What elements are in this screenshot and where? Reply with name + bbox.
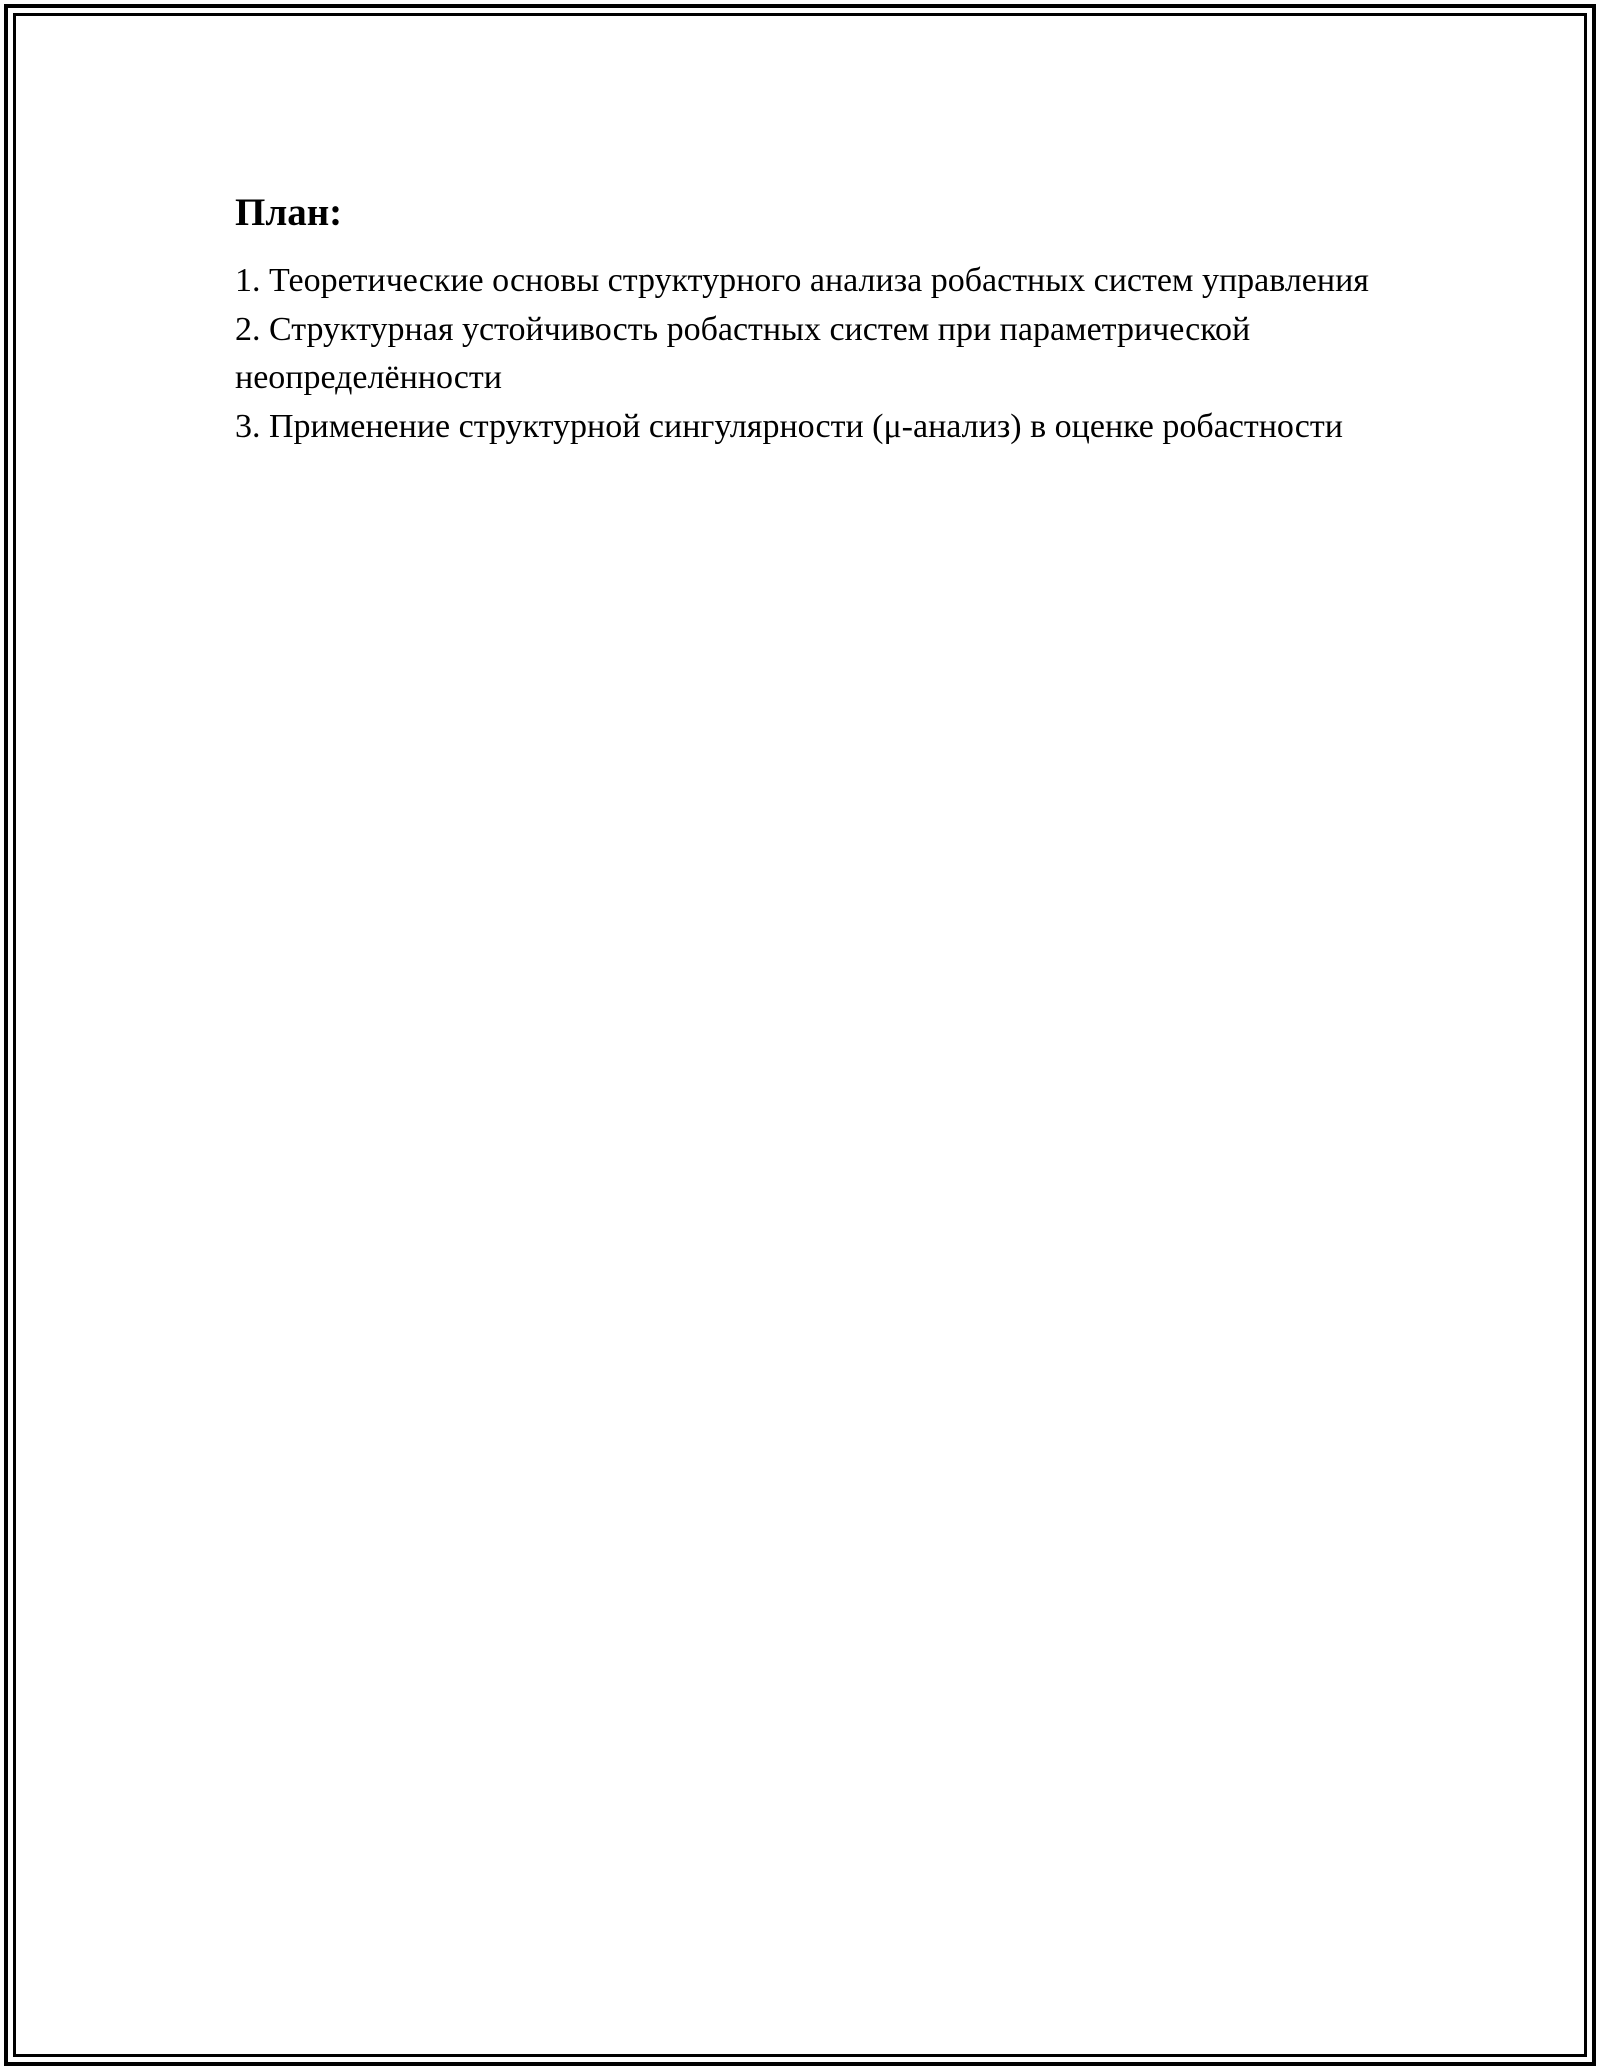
plan-title: План:	[235, 191, 343, 234]
plan-item-3: 3. Применение структурной сингулярности (μ-анализ) в оценке робастности	[235, 407, 1343, 445]
plan-item-1: 1. Теоретические основы структурного анализа робастных систем управления	[235, 262, 1369, 299]
page-content	[235, 185, 1395, 451]
plan-list	[235, 257, 1395, 451]
plan-item-2: 2. Структурная устойчивость робастных систем при параметрической неопределённости	[235, 310, 1251, 396]
